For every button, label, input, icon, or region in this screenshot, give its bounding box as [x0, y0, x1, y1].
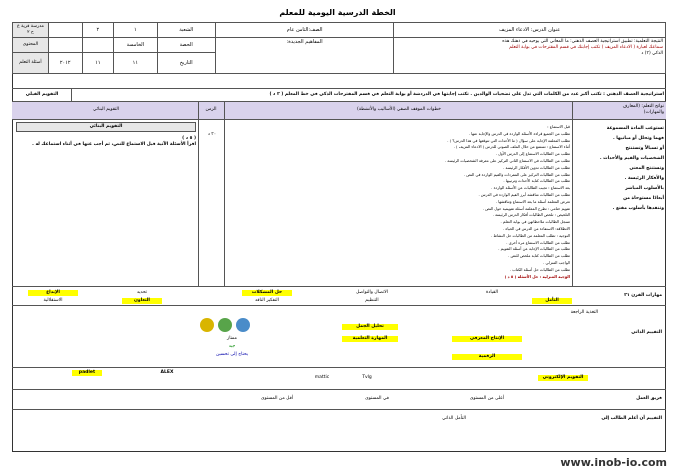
division-value-2: ٢	[82, 23, 114, 38]
strategy-text: استراتيجية العصف الذهني : تكتب أكبر عدد من الكلمات التي تدل على تضحيات الوالدين . تكتب إجابتها في الدردشة أو بوابة التعلم في قسم المقترحات الذكي في خط المعلم ( ٢ د )	[269, 92, 664, 97]
outcomes-list	[574, 124, 664, 214]
skills-title: مهارات القرن ٢١	[624, 293, 662, 298]
eval-column	[16, 122, 196, 282]
levels-row	[12, 390, 666, 410]
step-5: تطلب من الطالبات في الاستماع الثاني التركيز على معرفة الشخصيات الرئيسة .	[444, 157, 570, 163]
step-7: تطلب من الطالبات التركيز على المفردات والقيم الواردة في النص .	[463, 171, 570, 177]
step-18: تطلب من الطالبات الإجابة عن أسئلة التقويم .	[498, 246, 570, 252]
date-value-3: ٢٠١٢	[48, 53, 82, 74]
step-14: تسجل الطالبات ملاحظاتهن في بوابة التعلم .	[500, 219, 570, 225]
col-outcome: نواتج التعلم: (المعارف والمهارات)	[622, 104, 664, 115]
step-11: تعرض المعلمة أسئلة ما بعد الاستماع وتناقشها .	[495, 198, 570, 204]
skill-label-2: حل المشكلات	[242, 290, 292, 296]
step-6: تطلب من الطالبات تدوين الأفكار الرئيسة .	[503, 164, 570, 170]
feedback-label: التغذية الراجعة	[570, 310, 598, 315]
skill-label-3: الاتصال والتواصل	[356, 290, 388, 295]
smiley-excellent-icon	[200, 318, 214, 332]
date-label: التاريخ	[157, 53, 215, 74]
strategy-row	[12, 88, 666, 102]
watermark: www.inob-io.com	[560, 456, 667, 469]
skills-row	[12, 286, 666, 306]
smile-label-1: جيد	[228, 344, 236, 349]
division-value-1: ١	[114, 23, 158, 38]
team-label: فريق العمل	[636, 396, 662, 401]
lesson-goal-2: سماعك لعبارة ( الادعاء المزيف ) تكتب إجابتك في قسم المقترحات في بوابة التعلم	[509, 45, 663, 50]
smiley-improve-icon	[236, 318, 250, 332]
outcome-5: والأفكار الرئيسة .	[624, 176, 664, 181]
lesson-title: عنوان الدرس: الادعاء المزيف	[394, 23, 666, 38]
col-time: الزمن	[205, 107, 217, 112]
skill-label-5: الاستقلالية	[43, 298, 63, 303]
lesson-goal-3: الذكي (٣) د	[641, 51, 663, 56]
outcome-6: بالأسلوب المباشر	[625, 186, 664, 191]
step-17: تطلب من الطالبات الاستماع مرة أخرى .	[506, 239, 570, 245]
tech-row	[12, 368, 666, 390]
level-below: أقل من المستوى	[261, 396, 293, 401]
final-block	[12, 410, 666, 452]
prior-eval-label: التقويم القبلي	[25, 92, 59, 97]
eval-title: التقويم البنائي	[16, 122, 196, 132]
feedback-block	[12, 306, 666, 368]
step-16: التوجيه : تطلب المعلمة من الطالبات حل النشاط .	[491, 232, 570, 238]
skill-label-6: التعاون	[122, 298, 162, 304]
outcome-2: أو تسبالاً وتستنتج	[625, 146, 664, 151]
learning-questions: أسئلة التعلم	[13, 53, 49, 74]
col-steps: خطوات الموقف الصفي (الأساليب والأنشطة)	[357, 107, 441, 112]
smile-label-2: يحتاج إلى تحسين	[216, 352, 248, 357]
skill-label-1: تحديد	[136, 290, 148, 295]
reflection-label: التأمل الذاتي	[442, 416, 466, 421]
skill-label-7: التفكير الناقد	[255, 298, 279, 303]
step-4: تطلب من الطالبات الاستماع إلى الدرس الأول .	[495, 151, 570, 157]
step-12: تقويم ختامي : تطرح المعلمة أسئلة تقويمية حول النص .	[482, 205, 570, 211]
step-21: تطلب من الطالبات حل أسئلة الكتاب .	[509, 266, 570, 272]
smiley-good-icon	[218, 318, 232, 332]
date-value-1: ١١	[114, 53, 158, 74]
step-8: تطلب من الطالبات كتابة الأحداث وترتيبها .	[503, 178, 570, 184]
smile-label-0: ممتاز	[227, 336, 237, 341]
self-eval-label: التقييم الذاتي	[631, 330, 662, 335]
step-1: تطلب من الجميع قراءة الأسئلة الواردة في الدرس والإجابة عنها .	[468, 130, 570, 136]
side-note: المحتوى	[13, 38, 49, 53]
skill-label-9: التأمل	[532, 298, 572, 304]
grade-label: الصف:الثامن عام	[215, 23, 394, 38]
step-15: الانطلاقة: الاستفادة من الدرس في الحياة .	[502, 225, 570, 231]
tech-padlet: padlet	[72, 370, 102, 376]
teacher-sig: التقييم أن أعلم الطالب إلى	[601, 416, 662, 421]
skill-label-4: القيادة	[486, 290, 498, 295]
lesson-goal: النتيجة التعلمية: تطبيق استراتيجية العصف الذهني: ما المعاني التي يوحيه في ذهنك هذه	[502, 39, 663, 44]
columns-header	[12, 102, 666, 120]
step-13: التلخيص : تلخص الطالبات أفكار الدرس الرئيسة .	[492, 212, 570, 218]
class-value: الخامسة	[114, 38, 158, 53]
level-above: أعلى من المستوى	[469, 396, 505, 401]
step-19: تطلب من الطالبات كتابة ملخص للنص .	[508, 253, 570, 259]
tech-mattic: mattic	[314, 375, 330, 380]
tech-tvlg: Tvlg	[362, 375, 372, 380]
class-label: الحصة	[157, 38, 215, 53]
highlight-0: تحليل الجمل	[342, 324, 398, 330]
eval-minutes: ( ٥ د )	[182, 136, 196, 141]
step-20: الواجب المنزلي .	[543, 259, 570, 265]
outcome-7: أبعادًا مستوحاة من	[623, 196, 664, 201]
step-0: قبل الاستماع :	[547, 124, 570, 129]
time-value: ٣٠ د	[207, 132, 217, 137]
outcome-4: وتستنتج المعنى	[629, 166, 664, 171]
outcome-0: تستوعب المادة المسموعة	[606, 126, 664, 131]
highlight-1: المهارة التعلمية	[342, 336, 398, 342]
date-value-2: ١١	[82, 53, 114, 74]
step-22: الوجبة المنزلية : حل الأسئلة ( ٥ د )	[504, 273, 570, 279]
tech-electronic: التقويم الإلكتروني	[538, 375, 588, 381]
division-label: الشعبة	[157, 23, 215, 38]
school-info: مدرسة قرية ع ح ٢	[13, 23, 49, 38]
step-10: تطلب من الطالبات مناقشة أبرز القيم الواردة في الدرس .	[478, 191, 570, 197]
steps-list	[228, 124, 570, 284]
step-3: أثناء الاستماع : تستمع من خلال الملف الصوتي للدرس ( الادعاء المزيف ) .	[453, 144, 570, 150]
header-table	[12, 22, 666, 74]
highlight-3: الرقمية	[452, 354, 522, 360]
level-at: في المستوى	[365, 396, 389, 401]
step-9: بعد الاستماع : تجيب الطالبات عن الأسئلة الواردة .	[491, 185, 570, 191]
skill-label-8: التنظيم	[365, 298, 379, 303]
eval-question: اقرأ الأسئلة الآتية قبل الاستماع للنص، ثم أجب عنها في أثناء استماعك له .	[32, 142, 196, 147]
highlight-2: الإنتاج المعرفي	[452, 336, 522, 342]
outcome-3: الشخصيات والقيم والأحداث .	[599, 156, 664, 161]
outcome-8: وتنقدها بأسلوب مقنع .	[612, 206, 664, 211]
tech-alex: ALEX	[160, 370, 174, 375]
outcome-1: فهما وتحلل أو مبانيها .	[612, 136, 664, 141]
page-title: الخطة الدرسية اليومية للمعلم	[279, 8, 396, 17]
new-concepts: المفاهيم الجديدة:	[215, 38, 394, 74]
skill-label-0: الإبداع	[28, 290, 78, 296]
col-eval: التقويم البنائي	[93, 107, 119, 112]
step-2: تطلب المعلمة الإجابة على سؤال ( ما الأحداث التي تتوقعها في هذا الدرس؟ ) .	[447, 137, 570, 143]
